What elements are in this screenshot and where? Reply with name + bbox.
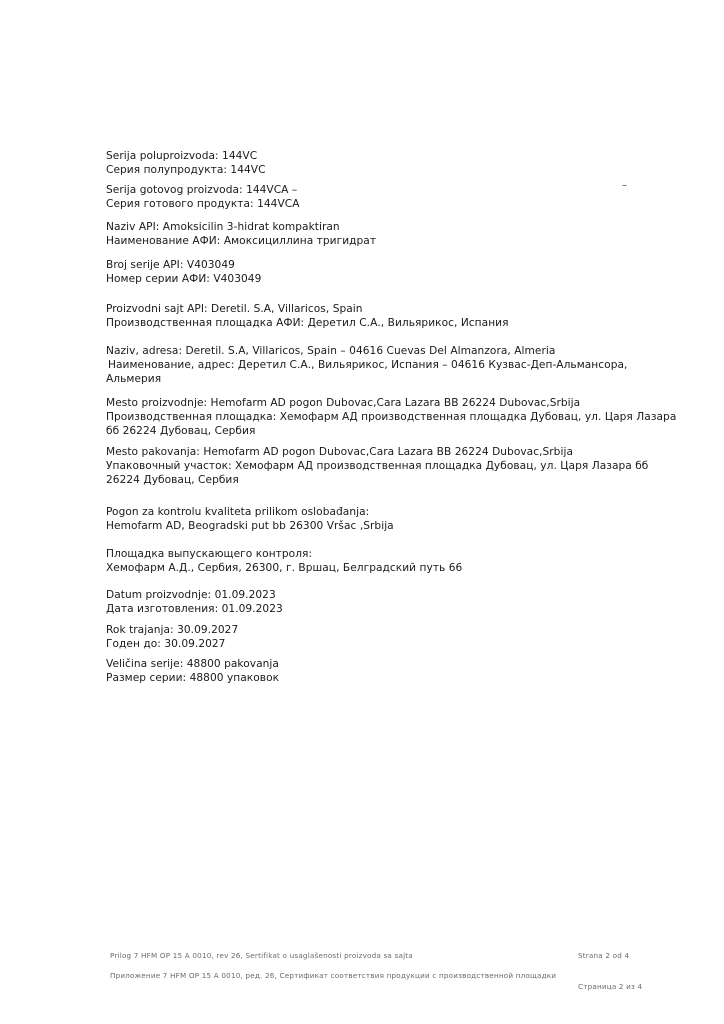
dash-mark: – — [622, 180, 627, 191]
release-site-cyr-line1: Площадка выпускающего контроля: — [106, 548, 313, 560]
api-site-lat: Proizvodni sajt API: Deretil. S.A, Villaricos, Spain — [106, 303, 363, 315]
packaging-site-lat: Mesto pakovanja: Hemofarm AD pogon Dubovac,Cara Lazara BB 26224 Dubovac,Srbija — [106, 446, 573, 458]
batch-finished-product-lat: Serija gotovog proizvoda: 144VCA – — [106, 184, 298, 196]
manufacturing-site-cyr-line2: бб 26224 Дубовац, Сербия — [106, 425, 256, 437]
api-site-cyr: Производственная площадка АФИ: Деретил С.А., Вильярикос, Испания — [106, 317, 509, 329]
footer-annex-cyr: Приложение 7 HFM OP 15 A 0010, ред. 26, Сертификат соответствия продукции с производственной площадки — [110, 971, 557, 980]
api-batch-number-lat: Broj serije API: V403049 — [106, 259, 235, 271]
footer-annex-lat: Prilog 7 HFM OP 15 A 0010, rev 26, Sertifikat o usaglašenosti proizvoda sa sajta — [110, 951, 413, 960]
api-name-cyr: Наименование АФИ: Амоксициллина тригидрат — [106, 235, 377, 247]
packaging-site-cyr-line2: 26224 Дубовац, Сербия — [106, 474, 239, 486]
batch-finished-product-cyr: Серия готового продукта: 144VCA — [106, 198, 300, 210]
footer-page-lat: Strana 2 od 4 — [578, 951, 630, 960]
batch-semi-product-lat: Serija poluproizvoda: 144VC — [106, 150, 258, 162]
api-batch-number-cyr: Номер серии АФИ: V403049 — [106, 273, 262, 285]
expiry-date-lat: Rok trajanja: 30.09.2027 — [106, 624, 239, 636]
batch-size-lat: Veličina serije: 48800 pakovanja — [106, 658, 279, 670]
api-address-cyr-line2: Альмерия — [106, 373, 162, 385]
release-site-cyr-line2: Хемофарм А.Д., Сербия, 26300, г. Вршац, Белградский путь 66 — [106, 562, 463, 574]
batch-size-cyr: Размер серии: 48800 упаковок — [106, 672, 280, 684]
expiry-date-cyr: Годен до: 30.09.2027 — [106, 638, 226, 650]
packaging-site-cyr-line1: Упаковочный участок: Хемофарм АД производственная площадка Дубовац, ул. Царя Лазара бб — [106, 460, 649, 472]
release-site-lat-line2: Hemofarm AD, Beogradski put bb 26300 Vršac ,Srbija — [106, 520, 394, 532]
manufacturing-site-lat: Mesto proizvodnje: Hemofarm AD pogon Dubovac,Cara Lazara BB 26224 Dubovac,Srbija — [106, 397, 581, 409]
release-site-lat-line1: Pogon za kontrolu kvaliteta prilikom oslobađanja: — [106, 506, 370, 518]
footer-page-cyr: Страница 2 из 4 — [578, 982, 643, 991]
api-address-cyr-line1: Наименование, адрес: Деретил С.А., Вильярикос, Испания – 04616 Кузвас-Деп-Альмансора, — [108, 359, 628, 371]
manufacture-date-cyr: Дата изготовления: 01.09.2023 — [106, 603, 283, 615]
api-name-lat: Naziv API: Amoksicilin 3-hidrat kompaktiran — [106, 221, 340, 233]
api-address-lat: Naziv, adresa: Deretil. S.A, Villaricos, Spain – 04616 Cuevas Del Almanzora, Almeria — [106, 345, 556, 357]
manufacture-date-lat: Datum proizvodnje: 01.09.2023 — [106, 589, 276, 601]
manufacturing-site-cyr-line1: Производственная площадка: Хемофарм АД производственная площадка Дубовац, ул. Царя Лазара — [106, 411, 677, 423]
batch-semi-product-cyr: Серия полупродукта: 144VC — [106, 164, 266, 176]
